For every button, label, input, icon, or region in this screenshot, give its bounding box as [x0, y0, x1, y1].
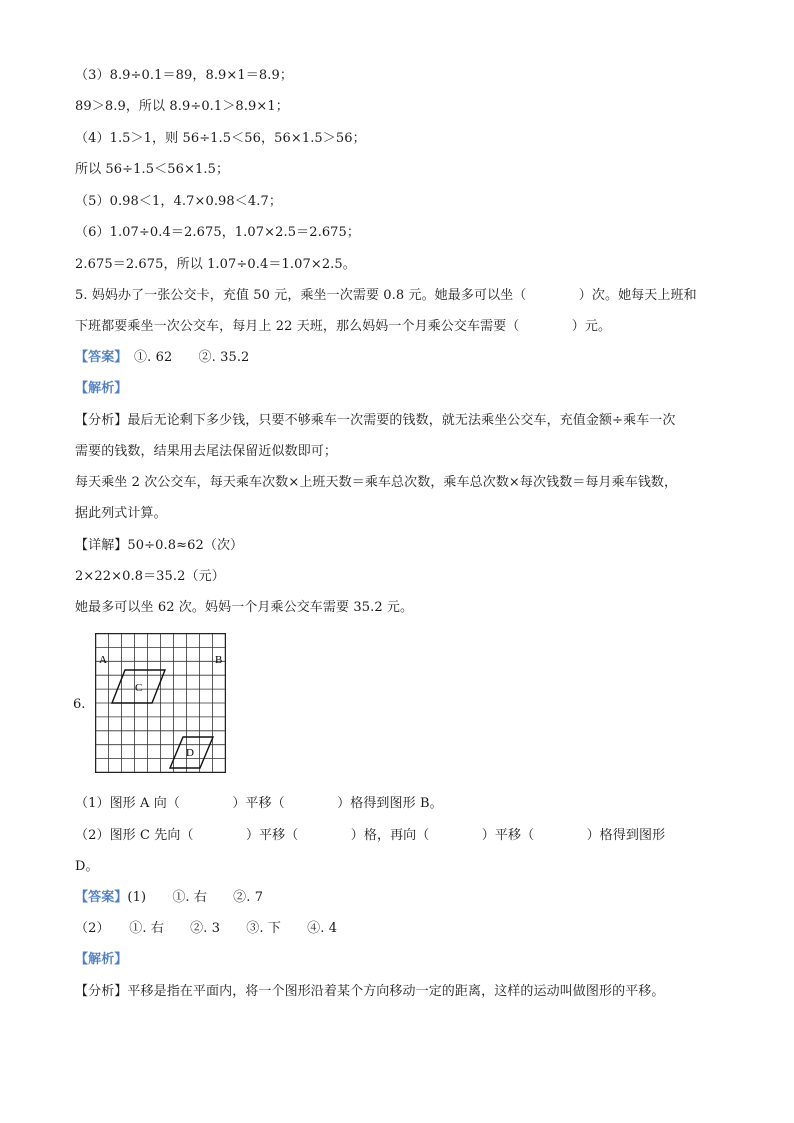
answer-6-line-2: （2） ①. 右 ②. 3 ③. 下 ④. 4 [75, 921, 338, 936]
detail-5-line-1 [75, 538, 243, 554]
analysis-tag: 【解析】 [75, 381, 128, 396]
answer-6-part-1: (1) ①. 右 ②. 7 [127, 890, 264, 905]
label-c: C [135, 682, 143, 694]
answer-5 [75, 350, 249, 366]
answer-tag: 【答案】 [75, 350, 121, 365]
line-4-conclusion: 所以 56÷1.5＜56×1.5； [75, 162, 230, 177]
question-5-line-1: 5. 妈妈办了一张公交卡，充值 50 元，乘坐一次需要 0.8 元。她最多可以坐（ ）次。她每天上班和 [75, 288, 697, 303]
fenxi-tag: 【分析】 [75, 984, 128, 999]
analysis-5-line-3: 每天乘坐 2 次公交车，每天乘车次数×上班天数＝乘车总次数，乘车总次数×每次钱数＝每月乘车钱数， [75, 475, 678, 490]
question-5-line-2: 下班都要乘坐一次公交车，每月上 22 天班，那么妈妈一个月乘公交车需要（ ）元。 [75, 319, 612, 334]
question-6-part-2-end: D。 [75, 859, 99, 874]
line-5: （5）0.98＜1，4.7×0.98＜4.7； [75, 194, 282, 209]
detail-5-line-3: 她最多可以坐 62 次。妈妈一个月乘公交车需要 35.2 元。 [75, 600, 414, 615]
answer-6-line-1 [75, 890, 263, 906]
label-a: A [99, 654, 107, 666]
fenxi-text: 平移是指在平面内，将一个图形沿着某个方向移动一定的距离，这样的运动叫做图形的平移。 [127, 984, 665, 999]
analysis-6-line-1 [75, 984, 665, 1000]
analysis-5-line-4: 据此列式计算。 [75, 506, 167, 521]
grid-svg [95, 633, 226, 773]
translation-grid-figure [95, 633, 226, 773]
answer-tag: 【答案】 [75, 890, 128, 905]
fenxi-tag: 【分析】 [75, 413, 128, 428]
line-6-conclusion: 2.675＝2.675，所以 1.07÷0.4＝1.07×2.5。 [75, 257, 356, 272]
label-d: D [186, 747, 194, 759]
line-6: （6）1.07÷0.4＝2.675，1.07×2.5＝2.675； [75, 225, 361, 240]
question-6-number: 6. [73, 697, 86, 712]
line-3-conclusion: 89＞8.9，所以 8.9÷0.1＞8.9×1； [75, 99, 289, 114]
line-4: （4）1.5＞1，则 56÷1.5＜56，56×1.5＞56； [75, 131, 366, 146]
question-6-part-1: （1）图形 A 向（ ）平移（ ）格得到图形 B。 [75, 796, 443, 811]
analysis-tag: 【解析】 [75, 952, 128, 967]
line-3: （3）8.9÷0.1＝89，8.9×1＝8.9； [75, 68, 293, 83]
answer-5-values: ①. 62 ②. 35.2 [120, 350, 250, 365]
question-6-part-2: （2）图形 C 先向（ ）平移（ ）格，再向（ ）平移（ ）格得到图形 [75, 828, 666, 843]
fenxi-text: 最后无论剩下多少钱，只要不够乘车一次需要的钱数，就无法乘坐公交车，充值金额÷乘车一次 [127, 413, 676, 428]
xiangjie-tag: 【详解】 [75, 538, 128, 553]
detail-5-calc-1: 50÷0.8≈62（次） [127, 538, 244, 553]
analysis-5-line-1 [75, 413, 676, 429]
label-b: B [215, 654, 223, 666]
analysis-5-line-2: 需要的钱数，结果用去尾法保留近似数即可； [75, 444, 338, 459]
detail-5-line-2: 2×22×0.8＝35.2（元） [75, 569, 225, 584]
